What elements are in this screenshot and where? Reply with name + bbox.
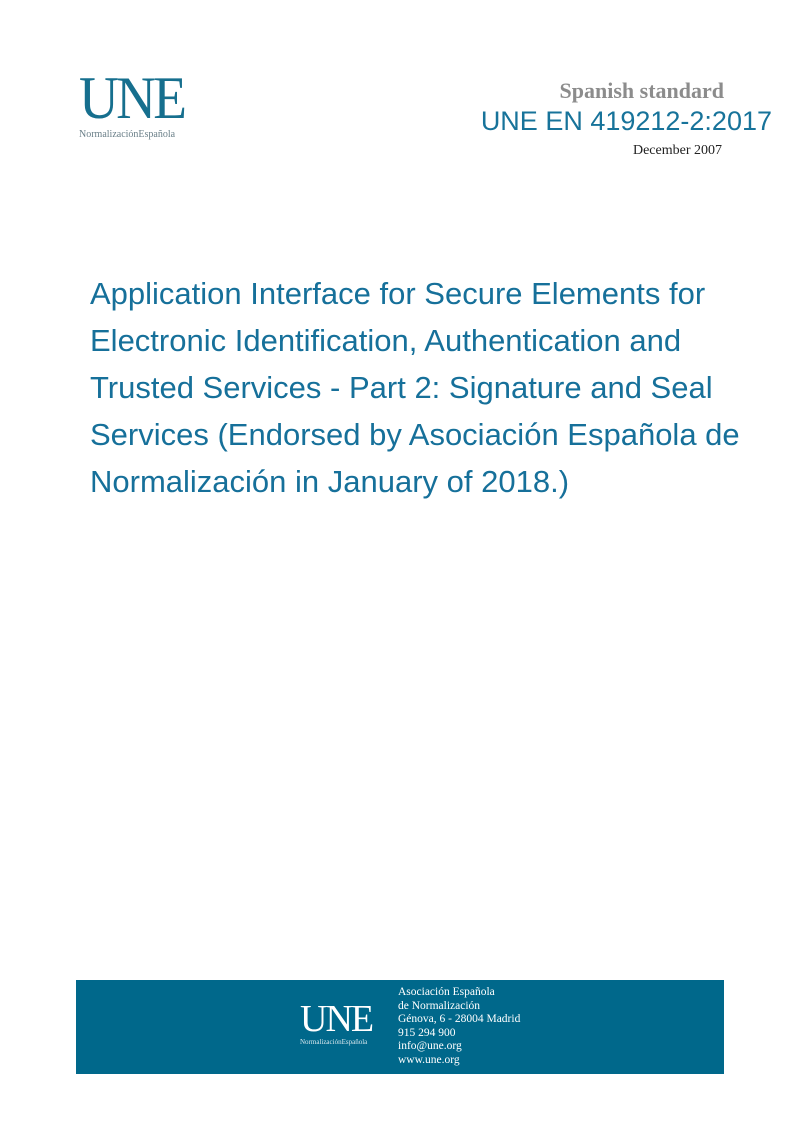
footer-logo-mark: UNE xyxy=(300,998,373,1040)
footer-logo xyxy=(300,1000,390,1046)
footer-email-link[interactable]: info@une.org xyxy=(398,1040,462,1052)
une-logo-subtitle: NormalizaciónEspañola xyxy=(79,129,176,140)
standard-code: UNE EN 419212-2:2017 xyxy=(480,106,772,136)
footer-address: Génova, 6 - 28004 Madrid xyxy=(398,1013,521,1025)
footer-contact-info xyxy=(398,986,520,1067)
standard-header xyxy=(481,78,772,159)
footer-org-line2: de Normalización xyxy=(398,999,481,1012)
une-logo-mark: UNE xyxy=(79,65,185,131)
une-logo xyxy=(79,65,199,140)
standard-date: December 2007 xyxy=(632,143,722,158)
footer-org-line1: Asociación Española xyxy=(398,986,495,998)
standard-label: Spanish standard xyxy=(559,78,724,103)
document-title: Application Interface for Secure Elements for Electronic Identification, Authentication and Trusted Services - Part 2: Signature and Seal Services (Endorsed by Asociación Española de Normalización in January of 2018.) xyxy=(90,276,740,499)
footer-logo-subtitle: NormalizaciónEspañola xyxy=(300,1038,368,1046)
footer-phone: 915 294 900 xyxy=(398,1026,456,1039)
footer-website-link[interactable]: www.une.org xyxy=(398,1053,460,1066)
footer-band xyxy=(76,980,724,1074)
